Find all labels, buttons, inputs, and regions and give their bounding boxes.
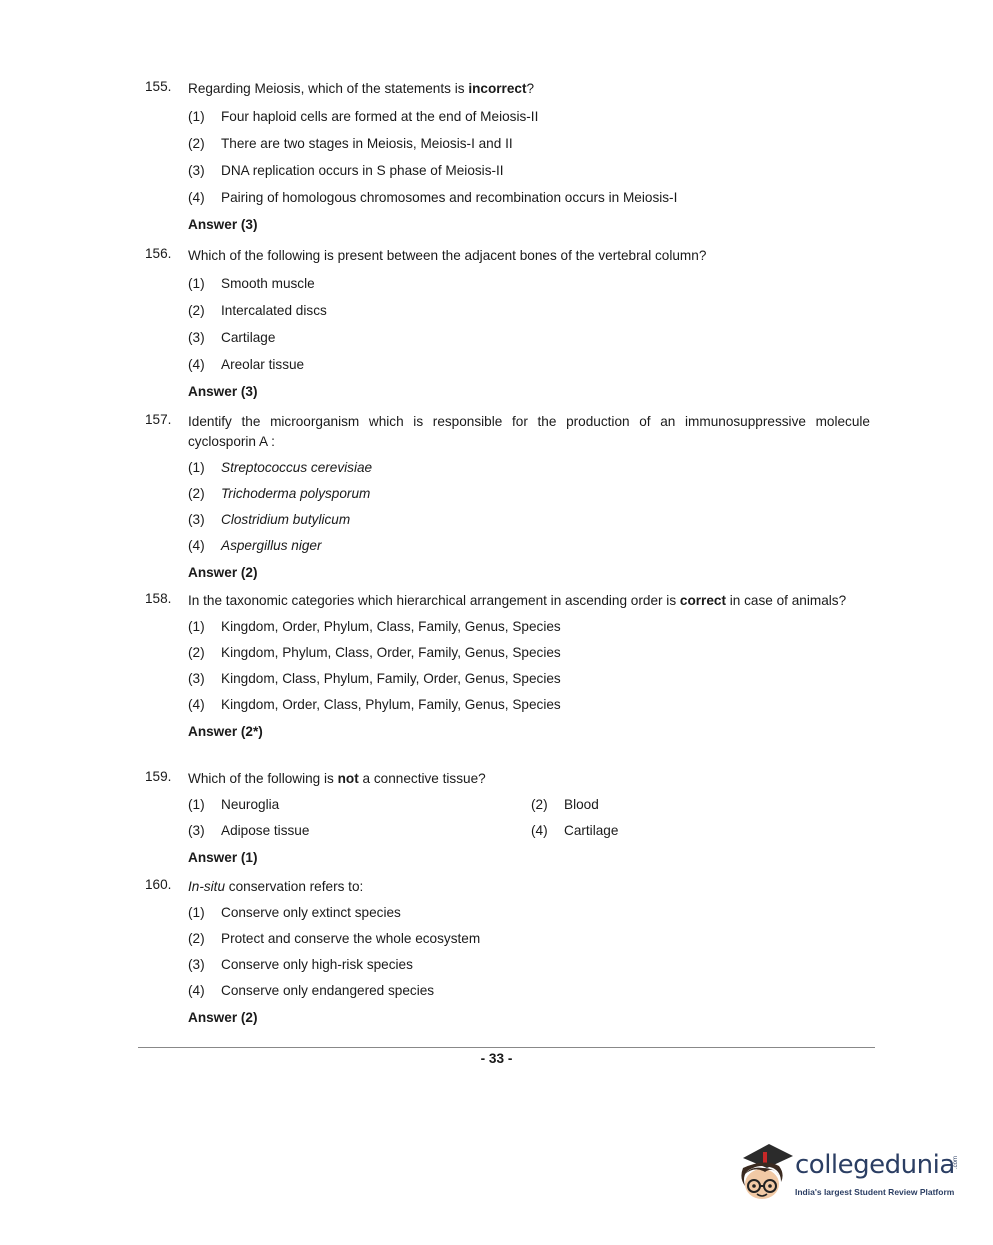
answer: Answer (2) xyxy=(188,1010,258,1025)
option: (2) Intercalated discs xyxy=(188,303,327,318)
option: (2) Protect and conserve the whole ecosystem xyxy=(188,931,481,946)
option: (3) Clostridium butylicum xyxy=(188,512,351,527)
option: (4) Conserve only endangered species xyxy=(188,983,435,998)
option: (3) Conserve only high-risk species xyxy=(188,957,413,972)
options-list xyxy=(188,103,870,211)
options-list xyxy=(188,270,870,378)
brand-tagline: India's largest Student Review Platform xyxy=(795,1187,955,1197)
option: (1) Four haploid cells are formed at the end of Meiosis-II xyxy=(188,109,539,124)
collegedunia-logo[interactable] xyxy=(735,1138,965,1210)
question-158 xyxy=(145,591,870,745)
option: (1) Conserve only extinct species xyxy=(188,905,401,920)
option: (2) There are two stages in Meiosis, Meiosis-I and II xyxy=(188,136,513,151)
answer: Answer (2) xyxy=(188,565,258,580)
mascot-icon xyxy=(735,1138,797,1210)
option: (3) Adipose tissue xyxy=(188,823,310,838)
option: (1) Smooth muscle xyxy=(188,276,315,291)
brand-tld: .com xyxy=(953,1156,959,1170)
brand-name: collegedunia xyxy=(795,1150,955,1180)
option: (4) Aspergillus niger xyxy=(188,538,322,553)
answer: Answer (1) xyxy=(188,850,258,865)
option: (1) Neuroglia xyxy=(188,797,280,812)
question-157 xyxy=(145,412,870,586)
option: (2) Trichoderma polysporum xyxy=(188,486,371,501)
question-number: 157. xyxy=(145,412,172,427)
answer: Answer (3) xyxy=(188,217,258,232)
option: (1) Streptococcus cerevisiae xyxy=(188,460,373,475)
question-text: Which of the following is not a connective tissue? xyxy=(188,771,486,786)
question-156 xyxy=(145,246,870,405)
options-list xyxy=(188,455,870,559)
option: (1) Kingdom, Order, Phylum, Class, Family, Genus, Species xyxy=(188,619,561,634)
option: (4) Cartilage xyxy=(531,823,619,838)
answer: Answer (2*) xyxy=(188,724,263,739)
question-text: Identify the microorganism which is responsible for the production of an immunosuppressive molecule cyclosporin A : xyxy=(188,414,870,449)
question-159 xyxy=(145,769,870,871)
options-grid xyxy=(188,792,870,844)
answer: Answer (3) xyxy=(188,384,258,399)
question-number: 158. xyxy=(145,591,172,606)
page-number: - 33 - xyxy=(480,1051,513,1066)
options-list xyxy=(188,900,870,1004)
option: (2) Blood xyxy=(531,797,599,812)
option: (2) Kingdom, Phylum, Class, Order, Family, Genus, Species xyxy=(188,645,561,660)
option: (4) Pairing of homologous chromosomes and recombination occurs in Meiosis-I xyxy=(188,190,678,205)
question-number: 159. xyxy=(145,769,172,784)
question-text: Regarding Meiosis, which of the statements is incorrect? xyxy=(188,81,535,96)
question-number: 156. xyxy=(145,246,172,261)
question-155 xyxy=(145,79,870,238)
question-160 xyxy=(145,877,870,1031)
question-number: 160. xyxy=(145,877,172,892)
option: (3) Cartilage xyxy=(188,330,276,345)
question-number: 155. xyxy=(145,79,172,94)
option: (3) DNA replication occurs in S phase of Meiosis-II xyxy=(188,163,504,178)
option: (3) Kingdom, Class, Phylum, Family, Order, Genus, Species xyxy=(188,671,561,686)
footer-divider xyxy=(138,1047,875,1048)
question-text: In the taxonomic categories which hierarchical arrangement in ascending order is correct in case of animals? xyxy=(188,593,847,608)
options-list xyxy=(188,614,870,718)
question-text: Which of the following is present between the adjacent bones of the vertebral column? xyxy=(188,248,707,263)
option: (4) Kingdom, Order, Class, Phylum, Family, Genus, Species xyxy=(188,697,561,712)
question-text: In-situ conservation refers to: xyxy=(188,879,364,894)
option: (4) Areolar tissue xyxy=(188,357,305,372)
